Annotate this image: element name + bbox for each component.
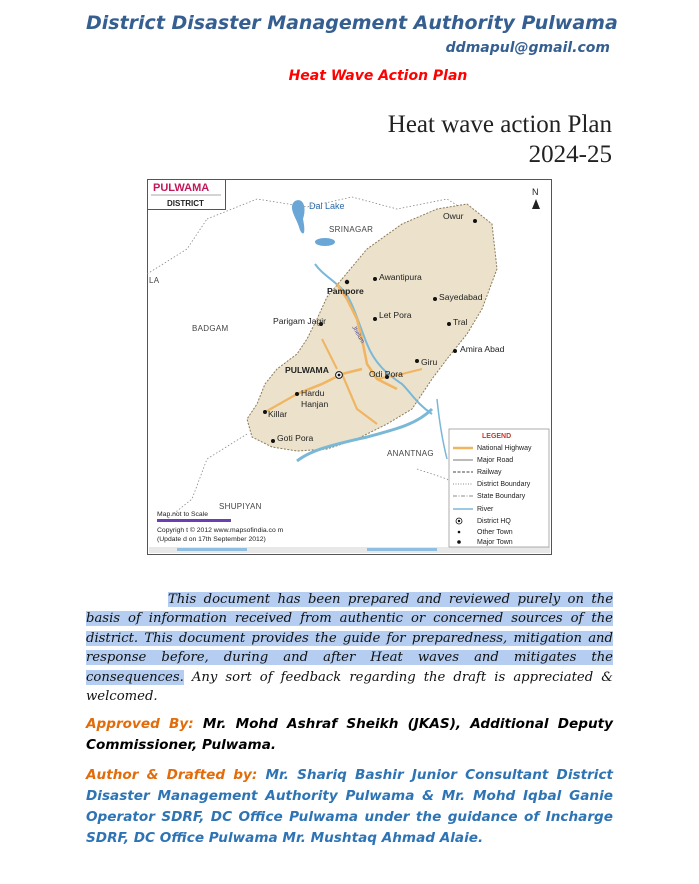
- document-title-year: 2024-25: [528, 141, 612, 168]
- town-pampore: Pampore: [327, 286, 364, 296]
- north-label: N: [532, 187, 539, 197]
- town-marker: [263, 410, 267, 414]
- legend-title: LEGEND: [482, 433, 512, 440]
- approved-by-name: Mr. Mohd Ashraf Sheikh (JKAS), Additional Deputy Commissioner, Pulwama.: [86, 716, 613, 753]
- approved-by-label: Approved By:: [86, 716, 194, 732]
- town-marker: [473, 219, 477, 223]
- map-scale-bar: [157, 519, 231, 522]
- map-scale-note: Map not to Scale: [157, 511, 209, 518]
- document-title: [250, 110, 612, 170]
- organization-title: District Disaster Management Authority Pulwama: [86, 12, 618, 34]
- region-srinagar: SRINAGAR: [329, 225, 374, 234]
- town-avantipura: Awantipura: [379, 272, 422, 282]
- town-marker: [433, 297, 437, 301]
- town-giru: Giru: [421, 357, 438, 367]
- legend-national-highway: National Highway: [477, 445, 532, 452]
- region-edge-label: LA: [149, 276, 160, 285]
- town-killar: Killar: [268, 409, 288, 419]
- map-updated-note: (Update d on 17th September 2012): [157, 536, 266, 543]
- legend-river: River: [477, 506, 494, 513]
- district-map: [147, 179, 552, 555]
- town-marker: [447, 322, 451, 326]
- town-marker: [271, 439, 275, 443]
- feedback-text: Any sort of feedback regarding the draft is appreciated & welcomed.: [86, 669, 613, 705]
- highlighted-text: This document has been prepared and reviewed purely on the basis of information received from authentic or concerned sources of the district. This document provides the guide for preparedness, mitigation and response before, during and after Heat waves and mitigates the consequences.: [86, 592, 613, 685]
- dal-lake-label: Dal Lake: [309, 201, 345, 211]
- town-marker: [373, 317, 377, 321]
- town-marker: [373, 277, 377, 281]
- author-drafted-by: [86, 765, 613, 849]
- plan-subtitle: Heat Wave Action Plan: [288, 68, 468, 84]
- legend-district-boundary: District Boundary: [477, 481, 531, 488]
- legend-major-road: Major Road: [477, 457, 514, 464]
- legend-other-town-symbol: [458, 531, 461, 534]
- town-marker: [345, 280, 349, 284]
- map-district-name: PULWAMA: [153, 182, 210, 194]
- author-label: Author & Drafted by:: [86, 767, 258, 783]
- town-owur: Owur: [443, 211, 464, 221]
- contact-email: ddmapul@gmail.com: [445, 40, 610, 56]
- district-hq-dot: [338, 374, 341, 377]
- legend-state-boundary: State Boundary: [477, 493, 526, 500]
- town-marker: [295, 392, 299, 396]
- lake-shape: [315, 238, 335, 246]
- map-copyright: Copyrigh t © 2012 www.mapsofindia.co m: [157, 527, 284, 534]
- legend-other-town: Other Town: [477, 529, 513, 536]
- map-strip-mark: [367, 548, 437, 551]
- town-sayedabad: Sayedabad: [439, 292, 483, 302]
- document-purpose-paragraph: [86, 590, 613, 706]
- legend-major-town-symbol: [457, 540, 461, 544]
- legend-district-hq: District HQ: [477, 518, 511, 525]
- town-marker: [453, 349, 457, 353]
- town-hanjan: Hanjan: [301, 399, 329, 409]
- town-let-pora: Let Pora: [379, 310, 412, 320]
- map-strip-mark: [177, 548, 247, 551]
- region-badgam: BADGAM: [192, 324, 229, 333]
- town-amira-abad: Amira Abad: [460, 344, 505, 354]
- author-names: Mr. Shariq Bashir Junior Consultant District Disaster Management Authority Pulwama & Mr. Mohd Iqbal Ganie Operator SDRF, DC Office Pulwama under the guidance of Incharge SDRF, DC Office Pulwama Mr. Mushtaq Ahmad Alaie.: [86, 767, 614, 846]
- town-tral: Tral: [453, 317, 468, 327]
- legend-railway: Railway: [477, 469, 502, 476]
- town-marker: [415, 359, 419, 363]
- document-title-line1: Heat wave action Plan: [387, 111, 612, 138]
- town-parigam-jagir: Parigam Jagir: [273, 316, 327, 326]
- legend-major-town: Major Town: [477, 539, 513, 546]
- map-legend: [449, 429, 549, 547]
- map-district-label: DISTRICT: [167, 199, 204, 208]
- town-pulwama: PULWAMA: [285, 365, 329, 375]
- region-shupiyan: SHUPIYAN: [219, 502, 262, 511]
- region-anantnag: ANANTNAG: [387, 449, 434, 458]
- town-goti-pora: Goti Pora: [277, 433, 314, 443]
- approved-by: [86, 714, 613, 756]
- town-hardu: Hardu: [301, 388, 325, 398]
- jhelum-label: Jhelum: [350, 325, 366, 345]
- town-odi-pora: Odi Pora: [369, 369, 403, 379]
- legend-hq-dot: [458, 520, 460, 522]
